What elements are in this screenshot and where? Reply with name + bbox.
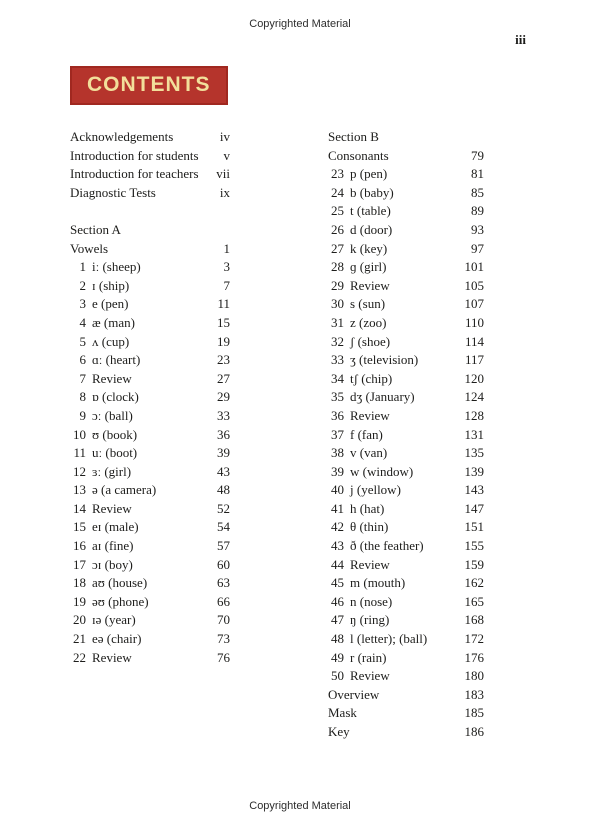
toc-row — [328, 240, 484, 259]
toc-row — [70, 240, 230, 259]
entry-title: ʒ (television) — [350, 352, 419, 368]
entry-title: uː (boot) — [92, 445, 138, 461]
toc-row — [328, 295, 484, 314]
entry-page-number: 70 — [217, 612, 230, 628]
entry-title: s (sun) — [350, 296, 386, 312]
unit-number: 18 — [73, 575, 86, 591]
toc-row — [328, 630, 484, 649]
toc-row — [70, 593, 230, 612]
entry-page-number: 183 — [464, 686, 484, 702]
entry-title: p (pen) — [350, 166, 388, 182]
unit-number: 35 — [331, 389, 344, 405]
entry-title: ʃ (shoe) — [350, 333, 391, 349]
unit-number: 19 — [73, 593, 86, 609]
entry-page-number: 33 — [217, 407, 230, 423]
toc-row — [328, 723, 484, 742]
section-b-heading-row — [328, 128, 484, 147]
entry-page-number: 89 — [471, 203, 484, 219]
toc-right-column — [328, 128, 484, 742]
toc-row — [70, 388, 230, 407]
entry-page-number: 172 — [464, 631, 484, 647]
copyright-notice-top: Copyrighted Material — [249, 18, 351, 30]
entry-title: Review — [350, 277, 390, 293]
toc-row — [328, 426, 484, 445]
unit-number: 10 — [73, 426, 86, 442]
entry-page-number: 60 — [217, 556, 230, 572]
unit-number: 23 — [331, 166, 344, 182]
entry-title: iː (sheep) — [92, 259, 141, 275]
unit-number: 40 — [331, 482, 344, 498]
entry-title: l (letter); (ball) — [350, 631, 428, 647]
entry-page-number: 27 — [217, 370, 230, 386]
toc-row — [328, 314, 484, 333]
unit-number: 2 — [79, 277, 86, 293]
entry-title: aɪ (fine) — [92, 538, 134, 554]
unit-number: 12 — [73, 463, 86, 479]
toc-row — [328, 333, 484, 352]
entry-title: ŋ (ring) — [350, 612, 390, 628]
toc-row — [70, 426, 230, 445]
entry-title: ɑː (heart) — [92, 352, 141, 368]
spacer — [70, 202, 230, 221]
entry-page-number: 7 — [223, 277, 230, 293]
entry-page-number: 36 — [217, 426, 230, 442]
unit-number: 47 — [331, 612, 344, 628]
toc-row — [70, 481, 230, 500]
entry-page-number: 139 — [464, 463, 484, 479]
unit-number: 32 — [331, 333, 344, 349]
contents-title: CONTENTS — [70, 66, 228, 105]
entry-page-number: 143 — [464, 482, 484, 498]
entry-page-number: 101 — [464, 259, 484, 275]
toc-row — [328, 574, 484, 593]
entry-page-number: 185 — [464, 705, 484, 721]
unit-number: 3 — [79, 296, 86, 312]
unit-number: 46 — [331, 593, 344, 609]
entry-page-number: iv — [219, 129, 230, 144]
entry-title: t (table) — [350, 203, 391, 219]
unit-number: 50 — [331, 668, 344, 684]
entry-page-number: 176 — [464, 649, 484, 665]
toc-row — [328, 184, 484, 203]
unit-number: 8 — [79, 389, 86, 405]
toc-row — [70, 370, 230, 389]
entry-page-number: 107 — [464, 296, 484, 312]
unit-number: 14 — [73, 500, 86, 516]
entry-page-number: v — [223, 147, 230, 163]
front-matter-list — [70, 128, 230, 202]
unit-number: 34 — [331, 370, 344, 386]
section-a-heading: Section A — [70, 221, 121, 237]
unit-number: 27 — [331, 240, 344, 256]
toc-row — [328, 611, 484, 630]
toc-row — [70, 537, 230, 556]
toc-row — [70, 295, 230, 314]
entry-title: ə (a camera) — [92, 482, 157, 498]
entry-title: eə (chair) — [92, 631, 142, 647]
toc-row — [70, 128, 230, 147]
unit-number: 4 — [79, 314, 86, 330]
toc-row — [70, 147, 230, 166]
unit-number: 41 — [331, 500, 344, 516]
toc-row — [328, 277, 484, 296]
toc-row — [70, 444, 230, 463]
unit-number: 29 — [331, 277, 344, 293]
toc-row — [328, 704, 484, 723]
entry-title: ɪ (ship) — [92, 277, 130, 293]
toc-row — [70, 518, 230, 537]
consonant-entries-list — [328, 147, 484, 742]
toc-row — [70, 630, 230, 649]
entry-page-number: 48 — [217, 482, 230, 498]
entry-title: Review — [350, 556, 390, 572]
entry-title: Key — [328, 724, 350, 739]
entry-title: ɔɪ (boy) — [92, 556, 133, 572]
toc-row — [70, 611, 230, 630]
toc-row — [328, 165, 484, 184]
unit-number: 36 — [331, 407, 344, 423]
toc-row — [328, 649, 484, 668]
entry-title: Vowels — [70, 240, 109, 256]
entry-page-number: 57 — [217, 538, 230, 554]
table-of-contents — [70, 128, 484, 742]
unit-number: 1 — [79, 259, 86, 275]
entry-page-number: 159 — [464, 556, 484, 572]
entry-title: θ (thin) — [350, 519, 389, 535]
entry-title: Acknowledgements — [70, 129, 174, 144]
toc-row — [328, 537, 484, 556]
entry-page-number: 135 — [464, 445, 484, 461]
entry-title: Review — [350, 407, 390, 423]
entry-page-number: 105 — [464, 277, 484, 293]
toc-row — [328, 258, 484, 277]
entry-title: n (nose) — [350, 593, 393, 609]
entry-page-number: 151 — [464, 519, 484, 535]
toc-row — [70, 314, 230, 333]
entry-page-number: 97 — [471, 240, 484, 256]
unit-number: 26 — [331, 221, 344, 237]
toc-row — [70, 407, 230, 426]
entry-title: Consonants — [328, 147, 389, 163]
entry-title: Review — [92, 370, 132, 386]
toc-row — [70, 333, 230, 352]
toc-row — [328, 370, 484, 389]
entry-page-number: vii — [216, 166, 230, 182]
entry-title: j (yellow) — [350, 482, 401, 498]
unit-number: 5 — [79, 333, 86, 349]
entry-page-number: 117 — [464, 352, 484, 368]
entry-title: ɜː (girl) — [92, 463, 132, 479]
toc-row — [328, 518, 484, 537]
entry-page-number: 73 — [217, 631, 230, 647]
entry-page-number: 168 — [464, 612, 484, 628]
unit-number: 28 — [331, 259, 344, 275]
entry-title: v (van) — [350, 445, 388, 461]
entry-title: d (door) — [350, 221, 393, 237]
entry-title: e (pen) — [92, 296, 129, 312]
entry-page-number: 52 — [217, 500, 230, 516]
unit-number: 48 — [331, 631, 344, 647]
entry-page-number: 165 — [464, 593, 484, 609]
unit-number: 38 — [331, 445, 344, 461]
entry-title: ɪə (year) — [92, 612, 136, 628]
entry-page-number: 79 — [471, 147, 484, 163]
toc-row — [70, 258, 230, 277]
entry-title: f (fan) — [350, 426, 383, 442]
toc-row — [328, 221, 484, 240]
toc-row — [70, 649, 230, 668]
unit-number: 17 — [73, 556, 86, 572]
entry-title: dʒ (January) — [350, 389, 415, 405]
toc-row — [328, 463, 484, 482]
unit-number: 30 — [331, 296, 344, 312]
entry-page-number: 76 — [217, 649, 230, 665]
section-a-heading-row — [70, 221, 230, 240]
unit-number: 42 — [331, 519, 344, 535]
toc-row — [70, 165, 230, 184]
entry-title: ɒ (clock) — [92, 389, 139, 405]
unit-number: 15 — [73, 519, 86, 535]
entry-page-number: 114 — [464, 333, 484, 349]
entry-page-number: 29 — [217, 389, 230, 405]
page-folio: iii — [515, 32, 526, 47]
unit-number: 25 — [331, 203, 344, 219]
entry-title: h (hat) — [350, 500, 385, 516]
entry-page-number: 63 — [217, 575, 230, 591]
entry-title: aʊ (house) — [92, 575, 148, 591]
entry-page-number: 43 — [217, 463, 230, 479]
entry-page-number: 66 — [217, 593, 230, 609]
unit-number: 20 — [73, 612, 86, 628]
entry-page-number: 147 — [464, 500, 484, 516]
entry-page-number: 11 — [217, 296, 230, 312]
entry-page-number: 15 — [217, 314, 230, 330]
copyright-notice-bottom: Copyrighted Material — [249, 800, 351, 812]
entry-title: r (rain) — [350, 649, 387, 665]
entry-page-number: 93 — [471, 221, 484, 237]
entry-title: Introduction for teachers — [70, 166, 199, 182]
entry-title: Overview — [328, 686, 380, 702]
unit-number: 37 — [331, 426, 344, 442]
unit-number: 22 — [73, 649, 86, 665]
unit-number: 24 — [331, 184, 344, 200]
entry-page-number: 1 — [223, 240, 230, 256]
entry-title: m (mouth) — [350, 575, 406, 591]
toc-row — [328, 407, 484, 426]
unit-number: 13 — [73, 482, 86, 498]
unit-number: 16 — [73, 538, 86, 554]
entry-title: Introduction for students — [70, 147, 199, 163]
entry-title: tʃ (chip) — [350, 370, 393, 386]
unit-number: 9 — [79, 407, 86, 423]
entry-title: Mask — [328, 705, 357, 721]
entry-page-number: 124 — [464, 389, 484, 405]
entry-page-number: 110 — [464, 314, 484, 330]
toc-row — [70, 277, 230, 296]
entry-page-number: 155 — [464, 538, 484, 554]
entry-title: w (window) — [350, 463, 414, 479]
entry-title: Review — [92, 500, 132, 516]
unit-number: 21 — [73, 631, 86, 647]
unit-number: 45 — [331, 575, 344, 591]
toc-row — [70, 184, 230, 203]
entry-page-number: 23 — [217, 352, 230, 368]
toc-row — [328, 556, 484, 575]
entry-title: əʊ (phone) — [92, 593, 149, 609]
entry-title: ɡ (girl) — [350, 259, 387, 275]
toc-row — [328, 444, 484, 463]
section-b-heading: Section B — [328, 129, 379, 144]
toc-row — [328, 686, 484, 705]
entry-title: ɔː (ball) — [92, 407, 133, 423]
toc-row — [70, 574, 230, 593]
entry-page-number: 54 — [217, 519, 230, 535]
unit-number: 11 — [73, 445, 86, 461]
unit-number: 7 — [79, 370, 86, 386]
toc-row — [328, 147, 484, 166]
toc-row — [328, 667, 484, 686]
entry-title: k (key) — [350, 240, 388, 256]
entry-title: Diagnostic Tests — [70, 184, 156, 200]
entry-title: Review — [350, 668, 390, 684]
toc-row — [70, 351, 230, 370]
unit-number: 39 — [331, 463, 344, 479]
entry-title: Review — [92, 649, 132, 665]
entry-title: ʊ (book) — [92, 426, 138, 442]
toc-row — [328, 388, 484, 407]
toc-row — [328, 481, 484, 500]
toc-row — [70, 556, 230, 575]
unit-number: 49 — [331, 649, 344, 665]
entry-page-number: 180 — [464, 668, 484, 684]
entry-page-number: ix — [219, 184, 230, 200]
toc-row — [328, 351, 484, 370]
toc-row — [328, 593, 484, 612]
unit-number: 43 — [331, 538, 344, 554]
entry-page-number: 162 — [464, 575, 484, 591]
toc-left-column — [70, 128, 230, 742]
entry-title: eɪ (male) — [92, 519, 139, 535]
entry-page-number: 128 — [464, 407, 484, 423]
entry-title: ð (the feather) — [350, 538, 424, 554]
unit-number: 6 — [79, 352, 86, 368]
entry-title: æ (man) — [92, 314, 135, 330]
entry-page-number: 186 — [464, 724, 484, 739]
entry-page-number: 81 — [471, 166, 484, 182]
entry-page-number: 85 — [471, 184, 484, 200]
entry-page-number: 3 — [223, 259, 230, 275]
entry-page-number: 120 — [464, 370, 484, 386]
unit-number: 31 — [331, 314, 344, 330]
vowel-entries-list — [70, 240, 230, 668]
entry-title: z (zoo) — [350, 314, 387, 330]
entry-title: ʌ (cup) — [92, 333, 130, 349]
toc-row — [70, 500, 230, 519]
toc-row — [328, 500, 484, 519]
toc-row — [70, 463, 230, 482]
entry-title: b (baby) — [350, 184, 394, 200]
entry-page-number: 39 — [217, 445, 230, 461]
entry-page-number: 131 — [464, 426, 484, 442]
entry-page-number: 19 — [217, 333, 230, 349]
unit-number: 33 — [331, 352, 344, 368]
unit-number: 44 — [331, 556, 344, 572]
toc-row — [328, 202, 484, 221]
